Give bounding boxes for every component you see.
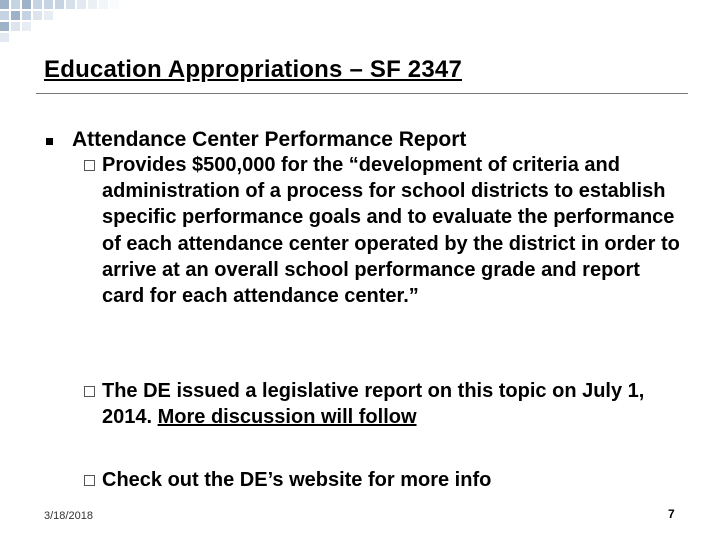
subbullet-3-text: Check out the DE’s website for more info <box>102 469 492 491</box>
subbullet-1-text: Provides $500,000 for the “development of criteria and administration of a process for school districts to establish specific performance goals and to evaluate the performance of each attendance center operated by the district in order to arrive at an overall school performance grade and report card for each attendance center.” <box>102 154 680 308</box>
hollow-square-bullet-icon <box>84 160 95 171</box>
subbullet-2-underlined: More discussion will follow <box>157 406 417 429</box>
slide-title: Education Appropriations – SF 2347 <box>44 56 462 83</box>
hollow-square-bullet-icon <box>84 386 95 397</box>
page-number: 7 <box>668 507 675 521</box>
subbullet-1 <box>84 152 684 309</box>
subbullet-2-plain: The DE issued a legislative report on this topic on July 1, 2014. <box>102 380 645 429</box>
main-bullet-text: Attendance Center Performance Report <box>72 128 467 151</box>
subbullet-3 <box>84 467 684 493</box>
subbullet-2-text <box>84 378 684 430</box>
footer-date: 3/18/2018 <box>44 510 93 522</box>
title-divider <box>36 93 688 94</box>
hollow-square-bullet-icon <box>84 475 95 486</box>
subbullet-2 <box>84 378 684 430</box>
square-bullet-icon <box>46 138 53 145</box>
corner-decoration <box>0 0 160 50</box>
